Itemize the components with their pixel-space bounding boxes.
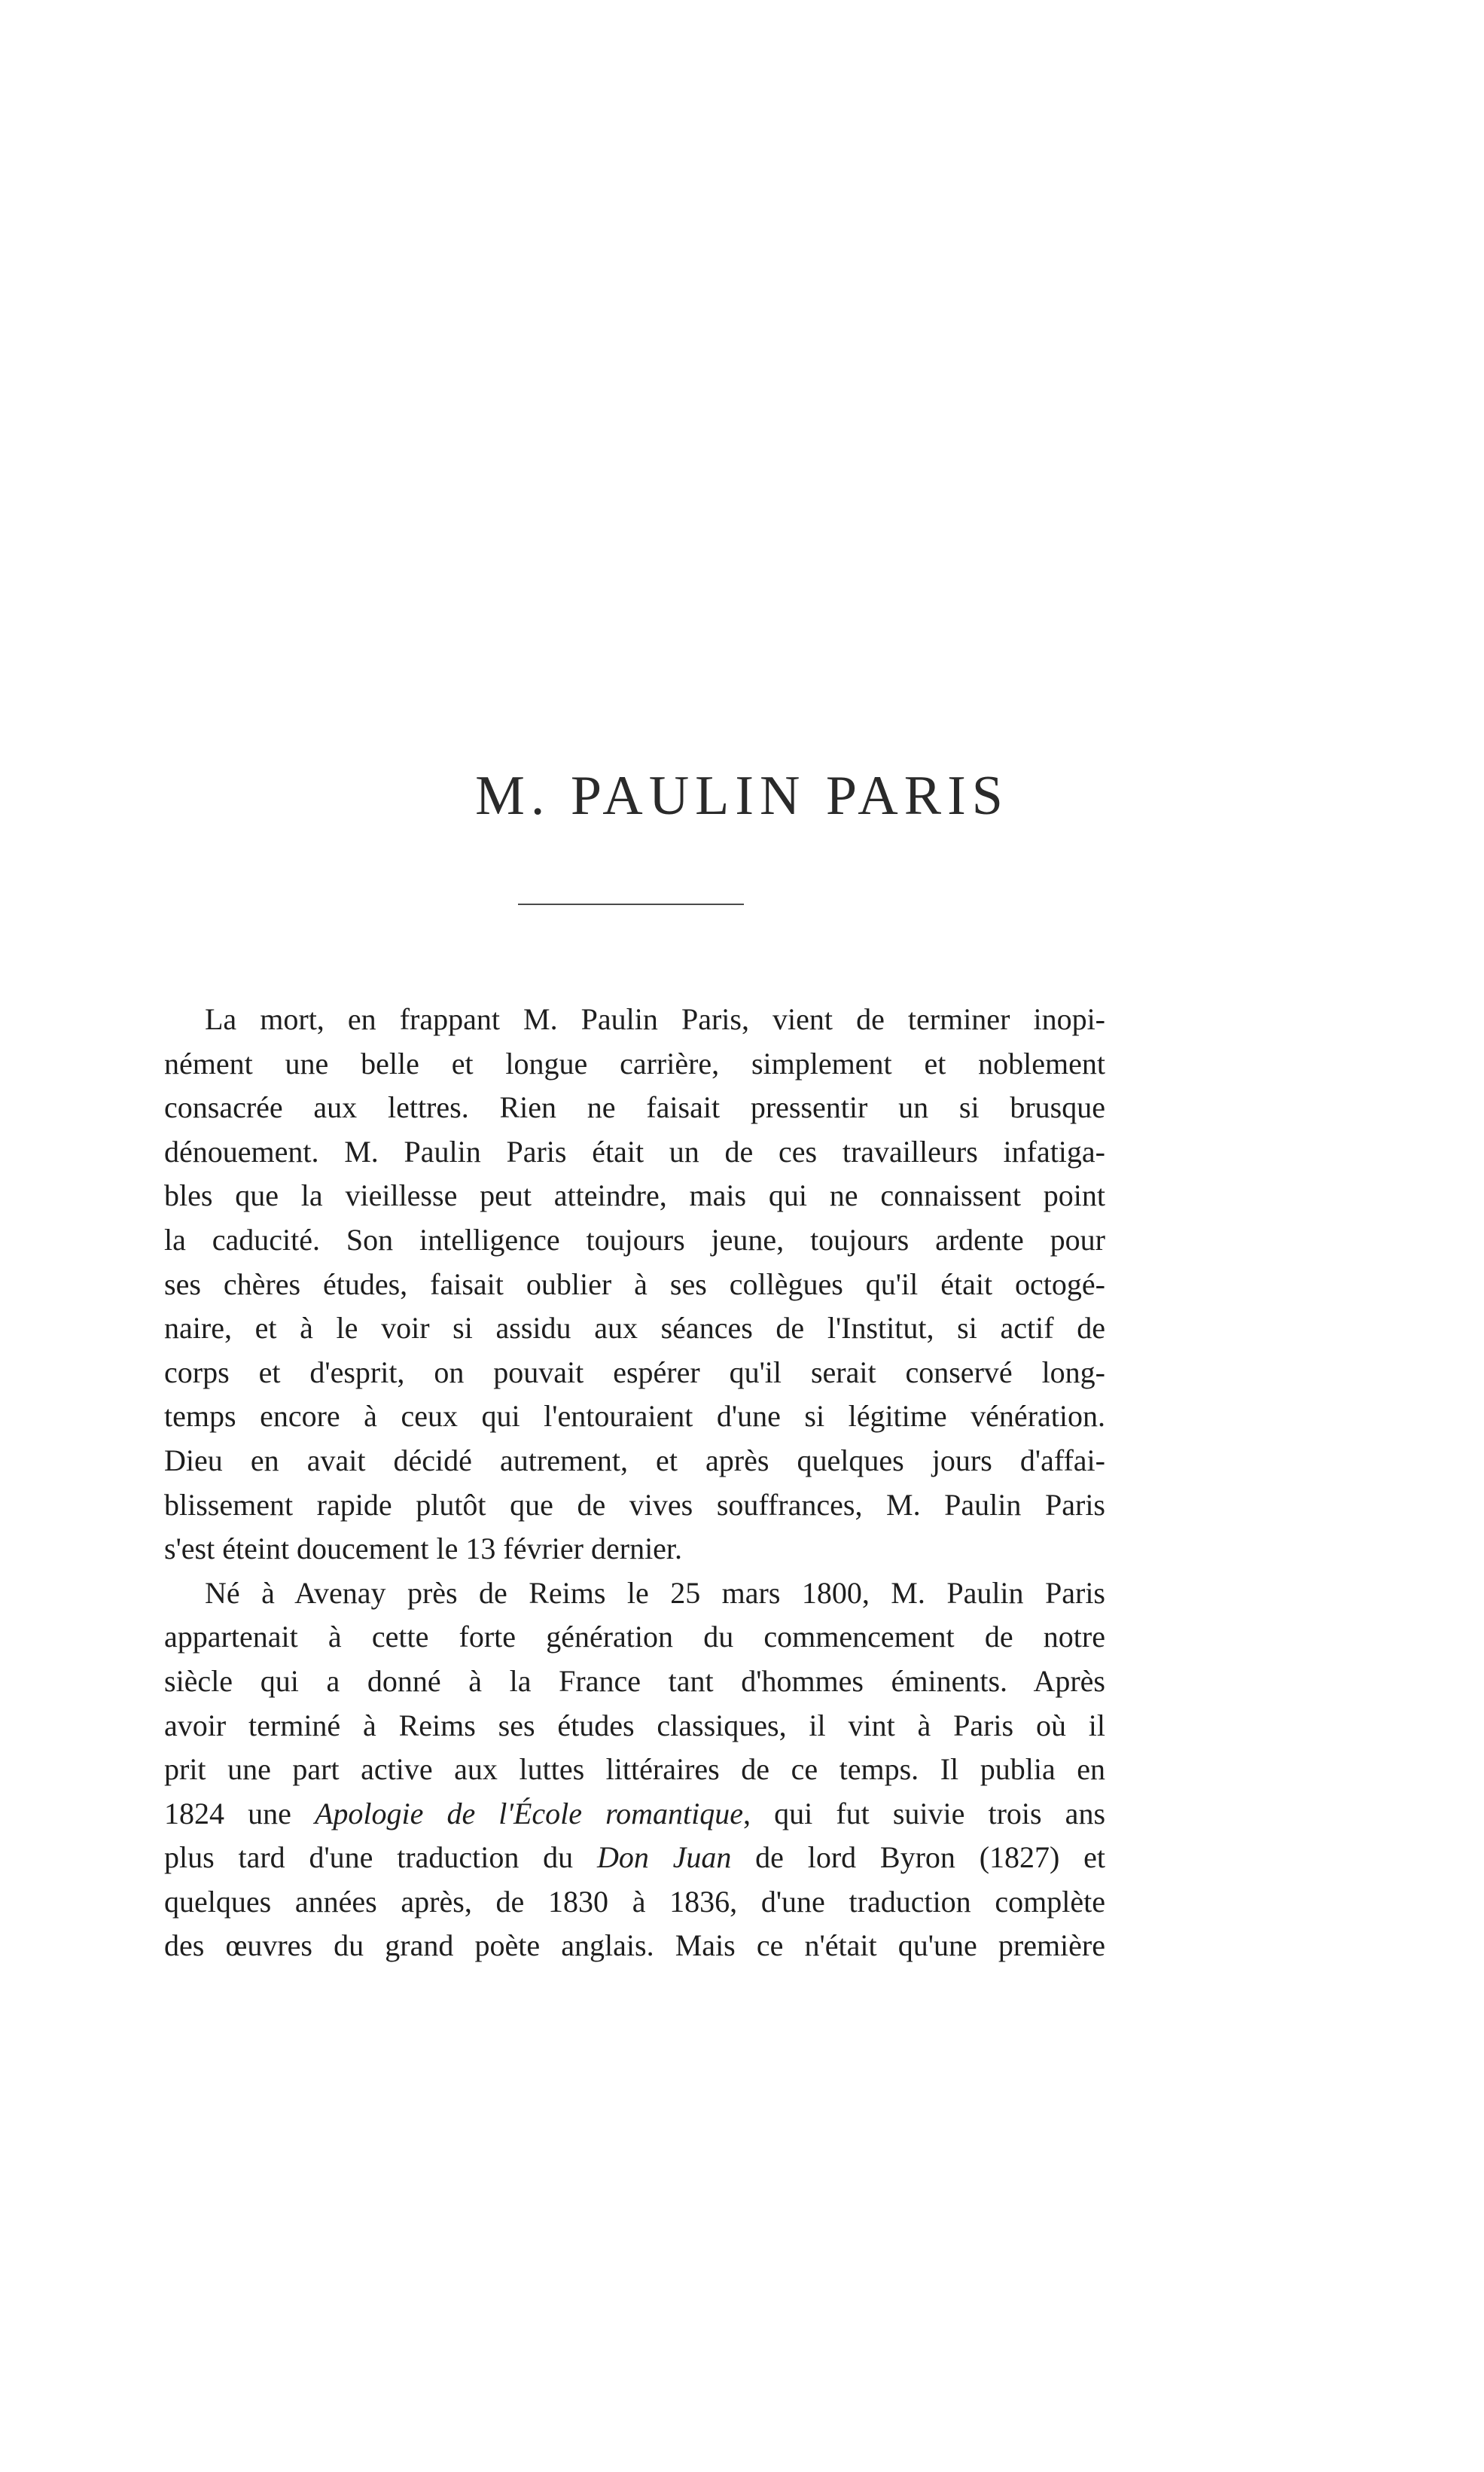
text-line: s'est éteint doucement le 13 février dernier. bbox=[164, 1532, 683, 1566]
text-line: naire, et à le voir si assidu aux séances de l'Institut, si actif de bbox=[164, 1311, 1105, 1346]
paragraph-1 bbox=[164, 998, 1105, 1571]
text-line: avoir terminé à Reims ses études classiques, il vint à Paris où il bbox=[164, 1708, 1105, 1742]
text-line: prit une part active aux luttes littéraires de ce temps. Il publia en bbox=[164, 1752, 1105, 1787]
text-line-don-juan bbox=[164, 1836, 1105, 1880]
text-line: la caducité. Son intelligence toujours jeune, toujours ardente pour bbox=[164, 1222, 1105, 1257]
text-segment: , qui fut suivie trois ans bbox=[743, 1796, 1106, 1830]
text-line-apologie bbox=[164, 1792, 1105, 1836]
text-segment: plus tard d'une traduction du bbox=[164, 1840, 597, 1875]
text-line: ses chères études, faisait oublier à ses collègues qu'il était octogé- bbox=[164, 1266, 1105, 1301]
page-title: M. PAULIN PARIS bbox=[475, 765, 1009, 827]
text-line: siècle qui a donné à la France tant d'hommes éminents. Après bbox=[164, 1663, 1105, 1698]
text-line: La mort, en frappant M. Paulin Paris, vient de terminer inopi- bbox=[205, 1002, 1105, 1036]
text-segment: 1824 une bbox=[164, 1796, 315, 1830]
italic-title-don-juan: Don Juan bbox=[596, 1840, 732, 1875]
text-line: temps encore à ceux qui l'entouraient d'une si légitime vénération. bbox=[164, 1399, 1105, 1434]
title-divider bbox=[518, 904, 744, 905]
text-line: Né à Avenay près de Reims le 25 mars 1800, M. Paulin Paris bbox=[205, 1575, 1105, 1610]
paragraph-2 bbox=[164, 1571, 1105, 1968]
text-line: consacrée aux lettres. Rien ne faisait pressentir un si brusque bbox=[164, 1090, 1105, 1125]
text-line: dénouement. M. Paulin Paris était un de ces travailleurs infatiga- bbox=[164, 1134, 1105, 1169]
text-segment: de lord Byron (1827) et bbox=[731, 1840, 1106, 1875]
text-line: blissement rapide plutôt que de vives souffrances, M. Paulin Paris bbox=[164, 1487, 1105, 1522]
text-line: bles que la vieillesse peut atteindre, mais qui ne connaissent point bbox=[164, 1178, 1105, 1213]
body-text bbox=[164, 998, 1105, 1968]
text-line: appartenait à cette forte génération du commencement de notre bbox=[164, 1620, 1105, 1654]
text-line: nément une belle et longue carrière, simplement et noblement bbox=[164, 1046, 1105, 1081]
text-line: Dieu en avait décidé autrement, et après quelques jours d'affai- bbox=[164, 1443, 1105, 1477]
italic-title-apologie: Apologie de l'École romantique bbox=[314, 1796, 744, 1830]
text-line: des œuvres du grand poète anglais. Mais ce n'était qu'une première bbox=[164, 1928, 1105, 1963]
text-line: quelques années après, de 1830 à 1836, d'une traduction complète bbox=[164, 1884, 1105, 1919]
text-line: corps et d'esprit, on pouvait espérer qu'il serait conservé long- bbox=[164, 1355, 1105, 1389]
